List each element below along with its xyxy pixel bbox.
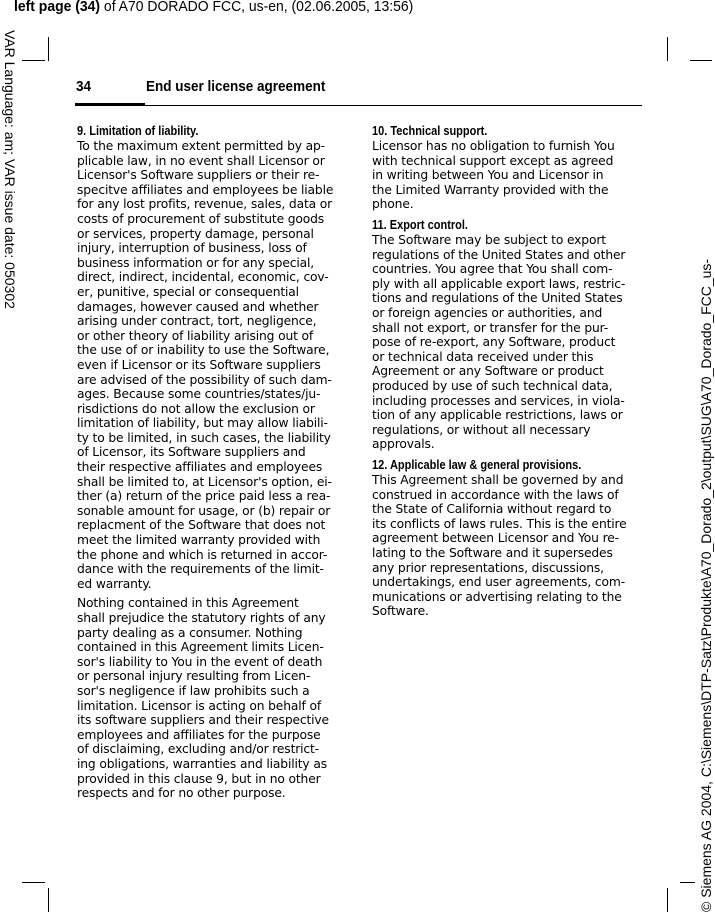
text-line: direct, indirect, incidental, economic, cov-	[77, 270, 329, 285]
text-line: Nothing contained in this Agreement	[77, 596, 299, 611]
text-line: its software suppliers and their respective	[77, 713, 329, 728]
text-line: even if Licensor or its Software suppliers	[77, 357, 321, 372]
header-rule	[75, 105, 642, 106]
crop-mark	[667, 37, 668, 61]
section-technical-support	[372, 123, 647, 212]
text-line: ages. Because some countries/states/ju-	[77, 387, 321, 402]
paragraph	[77, 596, 352, 800]
text-line: tion of any applicable restrictions, laws or	[372, 408, 623, 423]
text-line: ply with all applicable export laws, restric-	[372, 276, 626, 291]
text-line: The Software may be subject to export	[372, 233, 606, 247]
paragraph	[372, 473, 647, 619]
text-line: or foreign agencies or authorities, and	[372, 305, 603, 320]
text-line: Agreement or any Software or product	[372, 364, 604, 379]
text-line: with technical support except as agreed	[372, 153, 614, 168]
crop-mark	[22, 882, 45, 883]
section-heading: 11. Export control.	[372, 218, 468, 232]
crop-mark	[690, 60, 712, 61]
text-line: countries. You agree that You shall com-	[372, 262, 613, 277]
paragraph	[372, 139, 647, 212]
text-line: provided in this clause 9, but in no other	[77, 771, 321, 786]
text-line: produced by use of such technical data,	[372, 378, 613, 393]
text-line: its conflicts of laws rules. This is the entire	[372, 516, 627, 531]
text-line: ed warranty.	[77, 576, 152, 591]
text-line: munications or advertising relating to the	[372, 589, 622, 604]
crop-mark	[667, 888, 668, 912]
text-line: business information or for any special,	[77, 255, 315, 270]
page-title: End user license agreement	[146, 78, 326, 95]
text-line: their respective affiliates and employees	[77, 460, 323, 475]
text-line: injury, interruption of business, loss of	[77, 241, 307, 256]
text-line: regulations, or without all necessary	[372, 422, 591, 437]
text-line: approvals.	[372, 437, 435, 452]
text-line: regulations of the United States and other	[372, 247, 626, 262]
text-line: This Agreement shall be governed by and	[372, 473, 624, 487]
print-info-header	[14, 0, 413, 15]
text-line: Licensor's Software suppliers or their re-	[77, 168, 320, 183]
text-line: agreement between Licensor and You re-	[372, 531, 619, 546]
text-line: plicable law, in no event shall Licensor or	[77, 153, 325, 168]
text-line: in writing between You and Licensor in	[372, 168, 604, 183]
text-line: are advised of the possibility of such dam-	[77, 372, 332, 387]
text-line: contained in this Agreement limits Licen-	[77, 640, 324, 655]
text-line: sor's negligence if law prohibits such a	[77, 683, 310, 698]
text-line: lating to the Software and it supersedes	[372, 545, 613, 560]
paragraph	[372, 233, 647, 452]
text-line: of disclaiming, excluding and/or restrict-	[77, 742, 319, 757]
text-line: sonable amount for usage, or (b) repair or	[77, 503, 331, 518]
text-line: construed in accordance with the laws of	[372, 487, 619, 502]
header-rule-accent	[75, 103, 145, 106]
section-applicable-law	[372, 457, 647, 619]
text-line: the use of or inability to use the Software,	[77, 343, 330, 358]
crop-mark	[48, 37, 49, 61]
crop-mark	[48, 888, 49, 912]
text-line: the Limited Warranty provided with the	[372, 182, 609, 197]
page-number: 34	[76, 78, 92, 95]
text-line: undertakings, end user agreements, com-	[372, 575, 626, 590]
text-line: Software.	[372, 604, 429, 619]
text-line: shall not export, or transfer for the pur-	[372, 320, 609, 335]
text-line: or other theory of liability arising out of	[77, 328, 314, 343]
crop-mark	[22, 60, 45, 61]
text-line: sor's liability to You in the event of death	[77, 654, 323, 669]
section-heading: 9. Limitation of liability.	[77, 124, 199, 138]
text-line: costs of procurement of substitute goods	[77, 211, 325, 226]
text-line: shall be limited to, at Licensor's option, ei-	[77, 474, 332, 489]
text-line: Licensor has no obligation to furnish You	[372, 139, 615, 153]
section-heading: 10. Technical support.	[372, 124, 488, 138]
text-line: arising under contract, tort, negligence,	[77, 314, 317, 329]
text-line: specitve affiliates and employees be liable	[77, 182, 334, 197]
text-line: To the maximum extent permitted by ap-	[77, 139, 325, 153]
text-line: ty to be limited, in such cases, the liability	[77, 430, 331, 445]
crop-mark	[680, 882, 695, 883]
text-line: ther (a) return of the price paid less a rea-	[77, 489, 331, 504]
text-line: er, punitive, special or consequential	[77, 284, 299, 299]
print-info-page: left page (34)	[14, 0, 101, 15]
paragraph	[77, 139, 352, 591]
text-line: for any lost profits, revenue, sales, data or	[77, 197, 333, 212]
text-line: or personal injury resulting from Licen-	[77, 669, 311, 684]
section-heading: 12. Applicable law & general provisions.	[372, 458, 582, 472]
text-line: risdictions do not allow the exclusion or	[77, 401, 315, 416]
text-line: including processes and services, in viola-	[372, 393, 625, 408]
text-line: limitation of liability, but may allow liabili-	[77, 416, 328, 431]
text-line: limitation. Licensor is acting on behalf of	[77, 698, 321, 713]
text-line: of Licensor, its Software suppliers and	[77, 445, 306, 460]
text-line: phone.	[372, 197, 414, 212]
text-line: shall prejudice the statutory rights of any	[77, 611, 326, 625]
side-note-left: VAR Language: am; VAR issue date: 050302	[2, 30, 18, 309]
text-line: party dealing as a consumer. Nothing	[77, 625, 303, 640]
text-line: tions and regulations of the United States	[372, 291, 623, 306]
text-line: ing obligations, warranties and liability as	[77, 756, 327, 771]
text-line: or services, property damage, personal	[77, 226, 314, 241]
text-line: damages, however caused and whether	[77, 299, 319, 314]
print-info-details: of A70 DORADO FCC, us-en, (02.06.2005, 13:56)	[100, 0, 414, 15]
text-line: employees and affiliates for the purpose	[77, 727, 321, 742]
side-note-right: © Siemens AG 2004, C:\Siemens\DTP-Satz\Produkte\A70_Dorado_2\output\SUG\A70_Dorado_FCC_us-	[698, 258, 714, 912]
text-line: or technical data received under this	[372, 349, 594, 364]
text-line: the phone and which is returned in accor-	[77, 547, 328, 562]
section-export-control	[372, 217, 647, 452]
section-limitation-of-liability	[77, 123, 352, 801]
text-line: replacment of the Software that does not	[77, 518, 326, 533]
text-line: the State of California without regard to	[372, 502, 612, 517]
text-line: respects and for no other purpose.	[77, 786, 286, 801]
text-line: meet the limited warranty provided with	[77, 533, 321, 548]
text-line: dance with the requirements of the limit-	[77, 562, 324, 577]
text-line: any prior representations, discussions,	[372, 560, 604, 575]
text-line: pose of re-export, any Software, product	[372, 335, 616, 350]
